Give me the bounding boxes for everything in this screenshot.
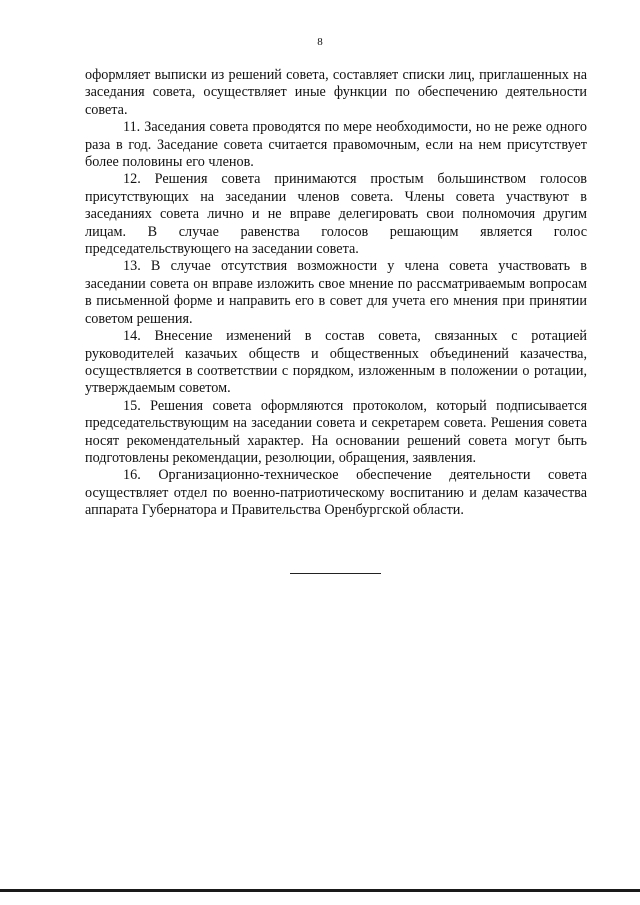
page-bottom-edge bbox=[0, 889, 640, 892]
page-number: 8 bbox=[317, 36, 323, 48]
paragraph-16: 16. Организационно-техническое обеспечение деятельности совета осуществляет отдел по военно-патриотическому воспитанию и делам казачества аппарата Губернатора и Правительства Оренбургской области. bbox=[85, 467, 587, 519]
paragraph-12: 12. Решения совета принимаются простым большинством голосов присутствующих на заседании членов совета. Члены совета участвуют в заседаниях совета лично и не вправе делегировать свои полномочия другим лицам. В случае равенства голосов решающим является голос председательствующего на заседании совета. bbox=[85, 171, 587, 258]
paragraph-continuation: оформляет выписки из решений совета, составляет списки лиц, приглашенных на заседания совета, осуществляет иные функции по обеспечению деятельности совета. bbox=[85, 67, 587, 118]
paragraph-14: 14. Внесение изменений в состав совета, связанных с ротацией руководителей казачьих обществ и общественных объединений казачества, осуществляется в соответствии с порядком, изложенным в положении о ротации, утверждаемым советом. bbox=[85, 328, 587, 397]
document-body bbox=[85, 67, 587, 520]
paragraph-15: 15. Решения совета оформляются протоколом, который подписывается председательствующим на заседании совета и секретарем совета. Решения совета носят рекомендательный характер. На основании решений совета могут быть подготовлены рекомендации, резолюции, обращения, заявления. bbox=[85, 397, 587, 466]
paragraph-11: 11. Заседания совета проводятся по мере необходимости, но не реже одного раза в год. Заседание совета считается правомочным, если на нем присутствует более половины его членов. bbox=[85, 119, 587, 171]
end-separator-line bbox=[290, 573, 381, 574]
paragraph-13: 13. В случае отсутствия возможности у члена совета участвовать в заседании совета он вправе изложить свое мнение по рассматриваемым вопросам в письменной форме и направить его в совет для учета его мнения при принятии советом решения. bbox=[85, 258, 587, 327]
